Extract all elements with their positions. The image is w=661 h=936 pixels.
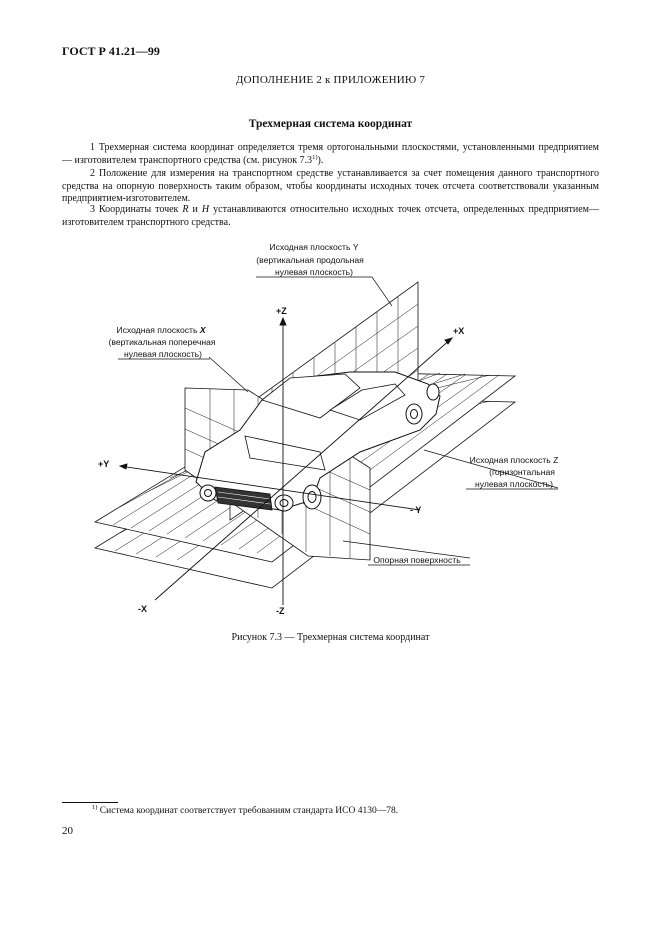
axis-minus-x-label: -X [138, 604, 147, 614]
footnote-text: Система координат соответствует требованиям стандарта ИСО 4130—78. [97, 806, 399, 816]
axis-minus-z-label: -Z [276, 606, 285, 616]
point-r: R [182, 204, 189, 215]
paragraph-1-text: 1 Трехмерная система координат определяется тремя ортогональными плоскостями, установленными предприятием — изготовителем транспортного средства (см. рисунок 7.3 [62, 142, 599, 166]
plane-x-label-letter: X [199, 325, 206, 335]
footnote [92, 806, 398, 816]
plane-y-label-line2: (вертикальная продольная [256, 255, 364, 265]
plane-y-label-line3: нулевая плоскость) [275, 267, 353, 277]
plane-x-label-line2: (вертикальная поперечная [108, 337, 216, 347]
point-h: H [201, 204, 210, 215]
plane-x-label-line3: нулевая плоскость) [124, 349, 202, 359]
paragraph-3 [62, 204, 599, 229]
leader-plane-x [209, 357, 248, 392]
plane-x-label-line1 [116, 325, 206, 335]
y-axis-arrow [120, 464, 127, 469]
paragraph-1-end: ). [317, 154, 324, 166]
coordinate-system-figure [0, 235, 661, 625]
paragraph-3-text-a: 3 Координаты точек [90, 204, 183, 215]
axis-minus-y-label: - Y [410, 505, 422, 515]
footnote-ref: 1) [312, 153, 318, 161]
footnote-marker: 1) [92, 804, 98, 811]
page-number: 20 [62, 825, 73, 837]
z-axis-arrow [280, 318, 286, 325]
leader-plane-y [372, 277, 392, 306]
support-surface-label: Опорная поверхность [373, 555, 461, 565]
document-code: ГОСТ Р 41.21—99 [62, 44, 160, 58]
paragraph-3-and: и [188, 204, 202, 215]
axis-plus-y-label: +Y [98, 459, 110, 469]
paragraph-2 [62, 168, 599, 206]
paragraph-1 [62, 142, 599, 167]
figure-caption: Рисунок 7.3 — Трехмерная система координат [231, 632, 430, 643]
paragraph-3-text-b: устанавливаются относительно исходных точек отсчета, определенных предприятием—изготовителем транспортного средства. [62, 204, 599, 228]
paragraph-2-text: 2 Положение для измерения на транспортном средстве устанавливается за счет помещения данного транспортного средства на опорную поверхность таким образом, чтобы координаты исходных точек отсчета соответствовали указанным предприятием-изготовителем. [62, 168, 599, 205]
footnote-separator [62, 802, 118, 803]
section-title: Трехмерная система координат [248, 118, 413, 130]
plane-z-label-line2: (горизонтальная [489, 467, 555, 477]
plane-z-label-line1: Исходная плоскость Z [469, 455, 559, 465]
plane-x-label-text: Исходная плоскость [116, 325, 200, 335]
plane-y-label-line1: Исходная плоскость Y [269, 242, 359, 252]
plane-z-label-line3: нулевая плоскость) [475, 479, 553, 489]
axis-plus-x-label: +X [453, 326, 465, 336]
axis-plus-z-label: +Z [276, 306, 287, 316]
appendix-title: ДОПОЛНЕНИЕ 2 к ПРИЛОЖЕНИЮ 7 [235, 74, 426, 86]
